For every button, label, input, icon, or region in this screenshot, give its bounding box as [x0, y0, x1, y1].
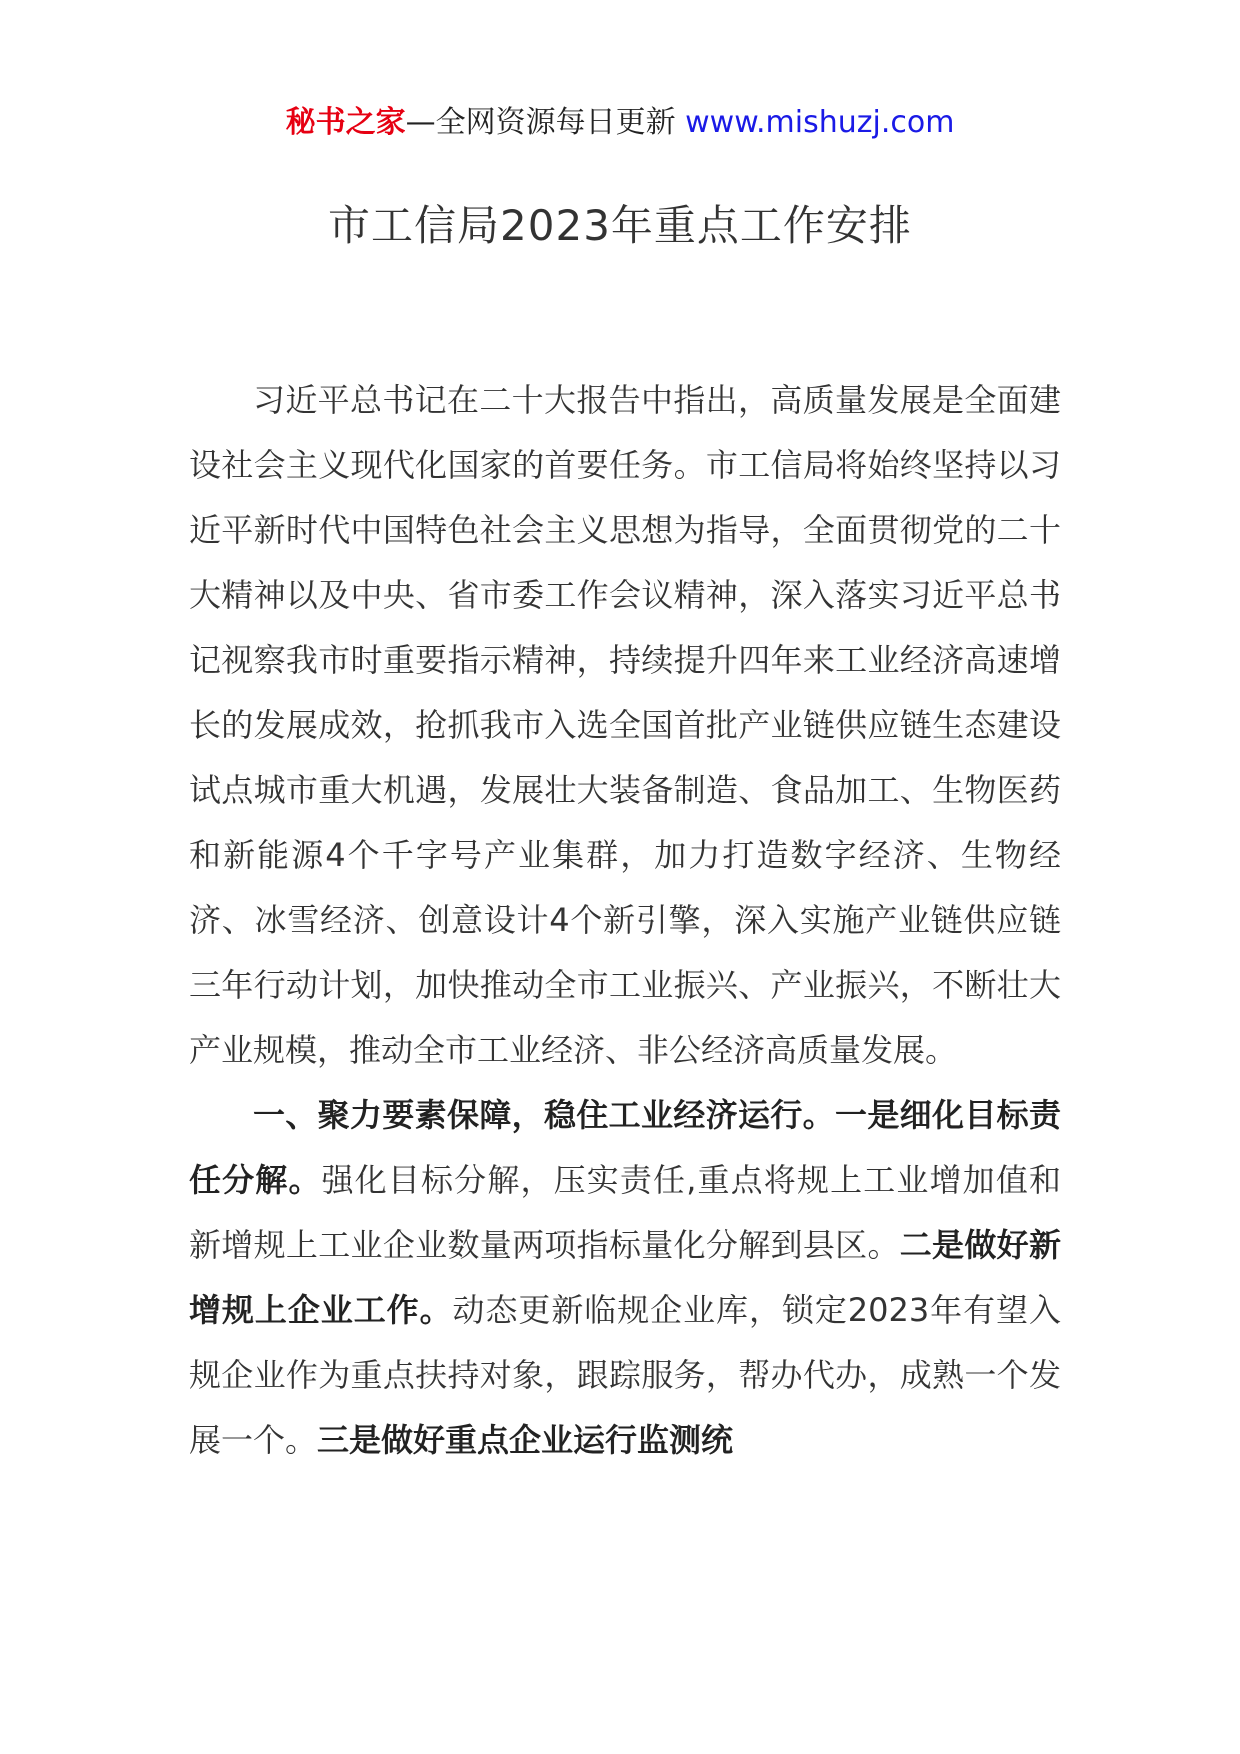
item-2-text: 动态更新临规企业库，锁定2023年有望入规企业作为重点扶持对象，跟踪服务，帮办代办，成熟一个发展一个。 [189, 1291, 1061, 1459]
site-header [0, 100, 1240, 146]
document-body [189, 368, 1061, 1473]
brand-name: 秘书之家 [285, 105, 406, 140]
section-1-heading: 一、聚力要素保障，稳住工业经济运行。 [253, 1096, 835, 1134]
item-1-text: 强化目标分解，压实责任,重点将规上工业增加值和新增规上工业企业数量两项指标量化分解到县区。 [189, 1161, 1061, 1264]
intro-paragraph: 习近平总书记在二十大报告中指出，高质量发展是全面建设社会主义现代化国家的首要任务。市工信局将始终坚持以习近平新时代中国特色社会主义思想为指导，全面贯彻党的二十大精神以及中央、省市委工作会议精神，深入落实习近平总书记视察我市时重要指示精神，持续提升四年来工业经济高速增长的发展成效，抢抓我市入选全国首批产业链供应链生态建设试点城市重大机遇，发展壮大装备制造、食品加工、生物医药和新能源4个千字号产业集群，加力打造数字经济、生物经济、冰雪经济、创意设计4个新引擎，深入实施产业链供应链三年行动计划，加快推动全市工业振兴、产业振兴，不断壮大产业规模，推动全市工业经济、非公经济高质量发展。 [189, 381, 1061, 1069]
item-2-title: 二是做好新增规上企业工作。 [189, 1226, 1061, 1329]
site-url-link[interactable]: www.mishuzj.com [685, 105, 955, 140]
document-title: 市工信局2023年重点工作安排 [328, 201, 912, 250]
item-3-title: 三是做好重点企业运行监测统 [317, 1421, 734, 1459]
section-1-paragraph [189, 1083, 1061, 1473]
item-1-title: 一是细化目标责任分解。 [189, 1096, 1061, 1199]
header-tagline: —全网资源每日更新 [405, 105, 676, 140]
